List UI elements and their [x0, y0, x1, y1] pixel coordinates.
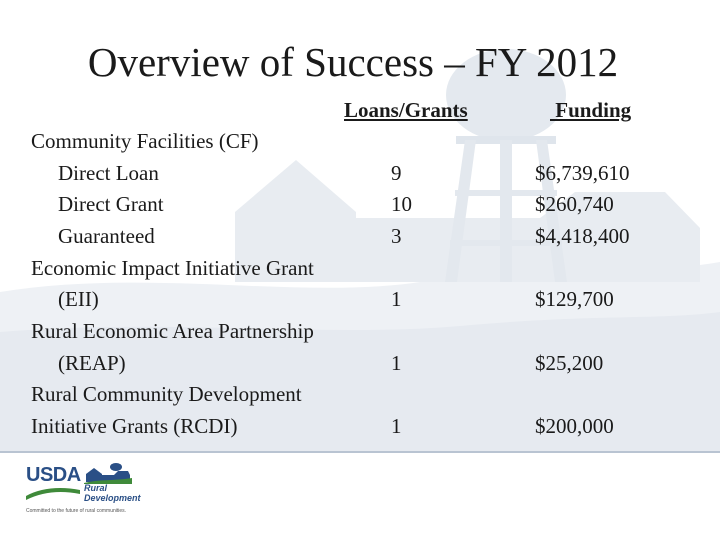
program-label: Direct Loan	[58, 161, 159, 185]
program-label: Initiative Grants (RCDI)	[31, 414, 238, 438]
loans-grants-count: 9	[391, 161, 402, 185]
funding-amount: $200,000	[535, 414, 614, 438]
funding-amount: $129,700	[535, 287, 614, 311]
rural-text: Rural	[84, 483, 108, 493]
usda-swoosh-icon	[26, 486, 80, 500]
footer-divider	[0, 451, 720, 453]
program-label: Direct Grant	[58, 192, 164, 216]
program-label: Rural Economic Area Partnership	[31, 319, 314, 343]
column-header-funding: Funding	[550, 98, 632, 122]
program-label: Community Facilities (CF)	[31, 129, 259, 153]
funding-amount: $25,200	[535, 351, 604, 375]
column-header-loans-grants: Loans/Grants	[344, 98, 468, 122]
funding-amount: $6,739,610	[535, 161, 630, 185]
logo-tagline: Committed to the future of rural communities.	[26, 508, 127, 514]
program-label: Economic Impact Initiative Grant	[31, 256, 314, 280]
usda-rural-development-logo	[24, 462, 144, 522]
slide-title: Overview of Success – FY 2012	[87, 39, 619, 85]
funding-amount: $260,740	[535, 192, 614, 216]
loans-grants-count: 1	[391, 287, 402, 311]
usda-logo-text: USDA	[26, 464, 81, 486]
rural-development-icon	[84, 462, 132, 484]
loans-grants-count: 3	[391, 224, 402, 248]
program-label: (REAP)	[58, 351, 126, 375]
development-text: Development	[84, 493, 141, 503]
program-label: Guaranteed	[58, 224, 155, 248]
program-label: (EII)	[58, 287, 99, 311]
loans-grants-count: 1	[391, 414, 402, 438]
loans-grants-count: 1	[391, 351, 402, 375]
rural-development-text	[84, 483, 141, 503]
loans-grants-count: 10	[391, 192, 412, 216]
funding-amount: $4,418,400	[535, 224, 630, 248]
program-label: Rural Community Development	[31, 382, 302, 406]
